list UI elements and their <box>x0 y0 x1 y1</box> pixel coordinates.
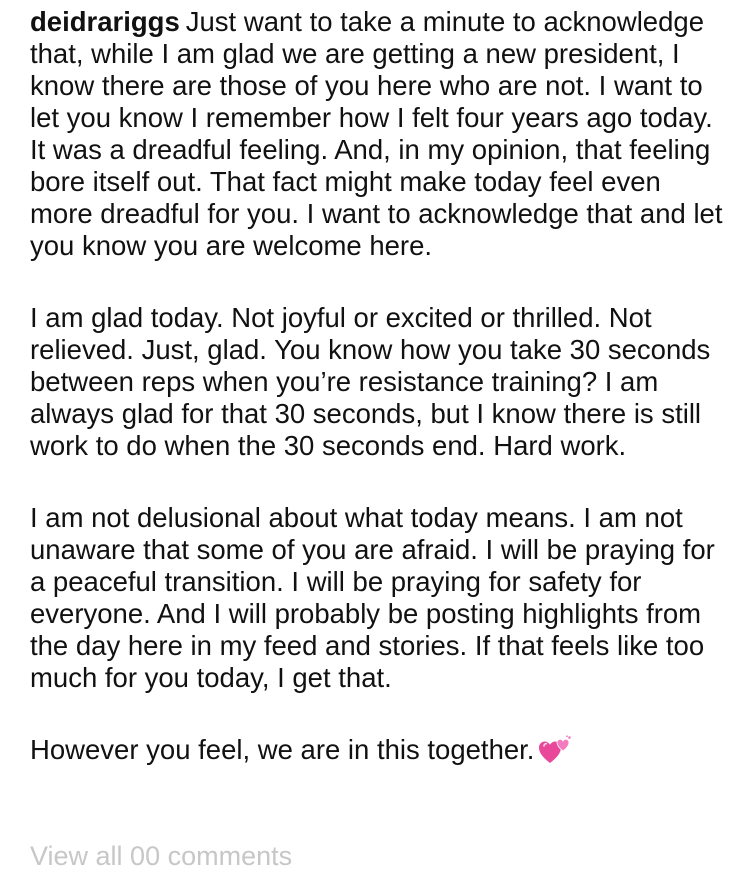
caption-paragraph-1 <box>30 6 730 262</box>
view-comments-link[interactable]: View all 00 comments <box>30 841 293 871</box>
caption-text: Just want to take a minute to acknowledge that, while I am glad we are getting a new president, I know there are those of you here who are not. I want to let you know I remember how I felt four years ago today. It was a dreadful feeling. And, in my opinion, that feeling bore itself out. That fact might make today feel even more dreadful for you. I want to acknowledge that and let you know you are welcome here. <box>30 6 723 261</box>
caption-closing-text: However you feel, we are in this together. <box>30 734 535 765</box>
caption-paragraph-3: I am not delusional about what today means. I am not unaware that some of you are afraid. I will be praying for a peaceful transition. I will be praying for safety for everyone. And I will probably be posting highlights from the day here in my feed and stories. If that feels like too much for you today, I get that. <box>30 502 715 693</box>
username-link[interactable]: deidrariggs <box>30 6 180 37</box>
caption-paragraph-4 <box>30 734 730 766</box>
caption-paragraph-2: I am glad today. Not joyful or excited or thrilled. Not relieved. Just, glad. You know how you take 30 seconds between reps when you’re resistance training? I am always glad for that 30 seconds, but I know there is still work to do when the 30 seconds end. Hard work. <box>30 302 711 461</box>
two-hearts-icon <box>538 735 572 765</box>
post-caption <box>30 6 730 766</box>
